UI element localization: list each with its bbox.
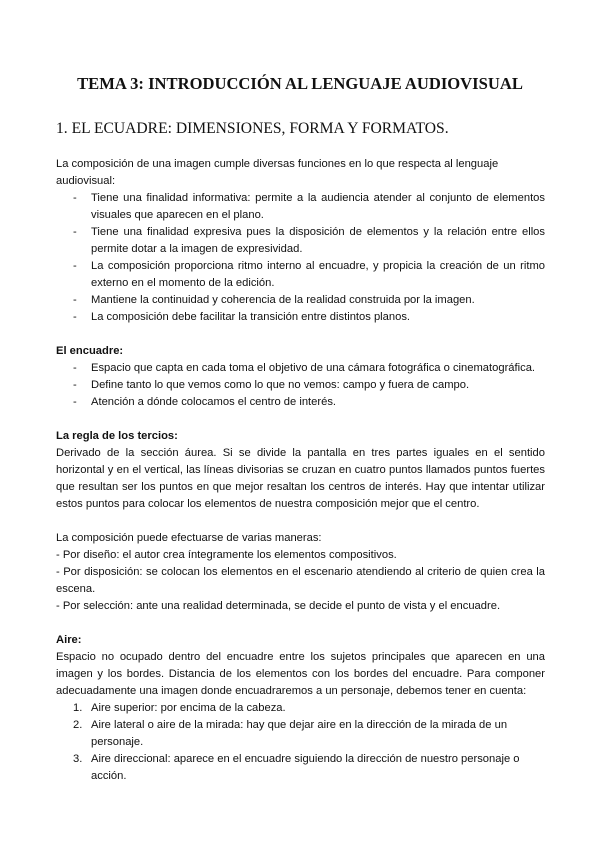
page-title: TEMA 3: INTRODUCCIÓN AL LENGUAJE AUDIOVISUAL xyxy=(77,74,523,93)
list-number: 1. xyxy=(73,702,83,714)
list-item: - Tiene una finalidad expresiva pues la disposición de elementos y la relación entre ellos permite dotar a la imagen de expresividad. xyxy=(56,224,545,258)
list-item: - Mantiene la continuidad y coherencia de la realidad construida por la imagen. xyxy=(56,292,545,309)
encuadre-heading: El encuadre: xyxy=(56,345,124,357)
composicion-line: - Por disposición: se colocan los elementos en el escenario atendiendo al criterio de quien crea la escena. xyxy=(56,566,545,595)
list-item: - Tiene una finalidad informativa: permite a la audiencia atender al conjunto de elementos visuales que aparecen en el plano. xyxy=(56,190,545,224)
aire-paragraph: Espacio no ocupado dentro del encuadre entre los sujetos principales que aparecen en una imagen y los bordes. Distancia de los elementos con los bordes del encuadre. Para componer adecuadamente una imagen donde encuadraremos a un personaje, debemos tener en cuenta: xyxy=(56,651,545,697)
list-text: Aire lateral o aire de la mirada: hay que dejar aire en la dirección de la mirada de un personaje. xyxy=(91,719,508,748)
tercios-paragraph: Derivado de la sección áurea. Si se divide la pantalla en tres partes iguales en el sentido horizontal y en el vertical, las líneas divisorias se cruzan en cuatro puntos llamados puntos fuertes que resultan ser los puntos en que mejor resaltan los centros de interés. Hay que intentar utilizar estos puntos para colocar los elementos de nuestra composición mejor que el centro. xyxy=(56,447,545,510)
encuadre-list xyxy=(56,360,545,411)
list-item xyxy=(56,717,545,751)
functions-list xyxy=(56,190,545,326)
spacer xyxy=(56,513,545,530)
composicion-intro: La composición puede efectuarse de varias maneras: xyxy=(56,532,322,544)
tercios-heading: La regla de los tercios: xyxy=(56,430,178,442)
composicion-line: - Por diseño: el autor crea íntegramente los elementos compositivos. xyxy=(56,549,397,561)
list-item: - La composición proporciona ritmo interno al encuadre, y propicia la creación de un ritmo externo en el momento de la edición. xyxy=(56,258,545,292)
section-title: 1. EL ECUADRE: DIMENSIONES, FORMA Y FORMATOS. xyxy=(56,120,449,137)
composicion-line: - Por selección: ante una realidad determinada, se decide el punto de vista y el encuadre. xyxy=(56,600,501,612)
list-number: 2. xyxy=(73,719,83,731)
list-item: - Define tanto lo que vemos como lo que no vemos: campo y fuera de campo. xyxy=(56,377,545,394)
list-item xyxy=(56,700,545,717)
document-body xyxy=(56,156,545,785)
list-item: - Espacio que capta en cada toma el objetivo de una cámara fotográfica o cinematográfica. xyxy=(56,360,545,377)
list-item: - La composición debe facilitar la transición entre distintos planos. xyxy=(56,309,545,326)
intro-paragraph: La composición de una imagen cumple diversas funciones en lo que respecta al lenguaje audiovisual: xyxy=(56,158,499,187)
list-text: Aire superior: por encima de la cabeza. xyxy=(91,702,286,714)
list-item xyxy=(56,751,545,785)
list-number: 3. xyxy=(73,753,83,765)
list-text: Aire direccional: aparece en el encuadre siguiendo la dirección de nuestro personaje o acción. xyxy=(91,753,520,782)
list-item: - Atención a dónde colocamos el centro de interés. xyxy=(56,394,545,411)
aire-heading: Aire: xyxy=(56,634,82,646)
aire-list xyxy=(56,700,545,785)
